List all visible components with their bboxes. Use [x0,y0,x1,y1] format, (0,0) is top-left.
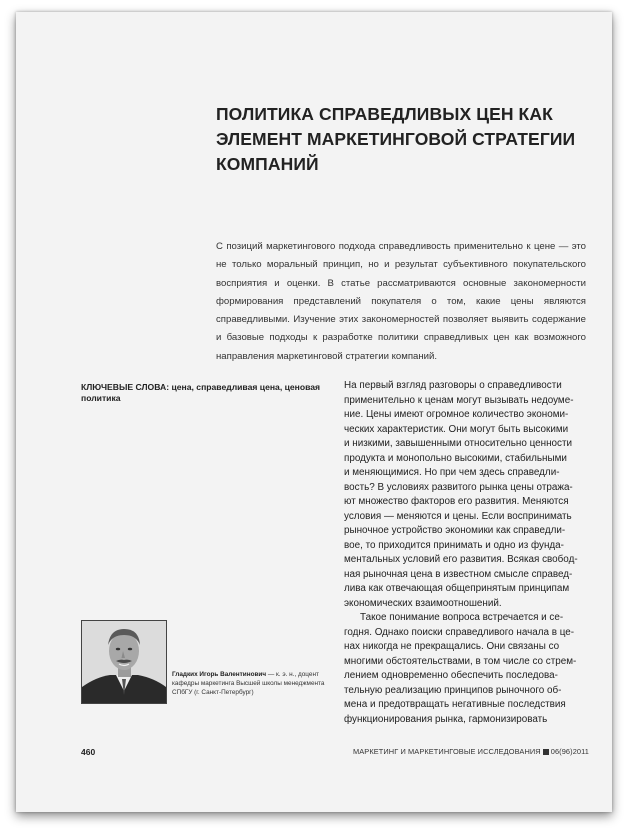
body-line: Такое понимание вопроса встречается и се- [360,612,564,623]
body-line: и низкими, завышенными относительно ценности [344,438,572,449]
body-line: условия — меняются и цены. Если воспринимать [344,510,572,522]
author-portrait-image [82,621,166,703]
body-line: На первый взгляд разговоры о справедливости [344,380,562,391]
journal-page [16,12,612,812]
body-line: лива как отвечающая общепринятым принципам [344,583,570,594]
body-line: тельную реализацию принципов рыночного об- [344,684,562,696]
square-bullet-icon [543,749,549,755]
body-line: нах никогда не прекращались. Они связаны со [344,641,560,652]
body-line: ная рыночная цена в известном смысле справед- [344,568,573,580]
body-line: продукта и монопольно высокими, стабильными [344,452,567,464]
body-line: годня. Однако поиски справедливого начала в це- [344,626,575,638]
keywords-label: КЛЮЧЕВЫЕ СЛОВА: [81,382,170,392]
page-number: 460 [81,747,96,757]
author-name: Гладких Игорь Валентинович [172,671,267,678]
body-line: вость? В условиях развитого рынка цены отража- [344,481,573,493]
title-line: ПОЛИТИКА СПРАВЕДЛИВЫХ ЦЕН КАК [216,104,553,124]
body-line: ческих характеристик. Они могут быть высокими [344,423,569,435]
running-footer [353,747,589,756]
author-photo [81,620,167,704]
body-line: вое, то приходится принимать и одно из фунда- [344,539,564,551]
body-line: ментальных условий его развития. Всякая свобод- [344,554,578,565]
body-line: лением одновременно обеспечить последова- [344,670,558,681]
body-line: функционирования рынка, гармонизировать [344,713,548,725]
body-line: экономических взаимоотношений. [344,597,502,609]
author-affiliation: — к. э. н., доцент кафедры маркетинга Высшей школы менеджмента СПбГУ (г. Санкт-Петербург) [172,671,325,696]
keywords-list: цена, справедливая цена, ценовая политика [81,382,321,403]
body-line: многими обстоятельствами, в том числе со стрем- [344,655,577,667]
title-line: КОМПАНИЙ [216,154,319,174]
journal-name: МАРКЕТИНГ И МАРКЕТИНГОВЫЕ ИССЛЕДОВАНИЯ [353,747,541,756]
article-title [216,102,596,177]
body-line: мена и предотвращать негативные последствия [344,699,566,710]
body-line: и меняющимися. Но при чем здесь справедли- [344,467,560,478]
article-body [344,379,588,727]
article-abstract: С позиций маркетингового подхода справедливость применительно к цене — это не только моральный принцип, но и результат субъективного покупательского восприятия и оценки. В статье рассматриваются основные закономерности формирования представлений покупателя о том, какие цены являются справедливыми. Изучение этих закономерностей позволяет выявить содержание и базовые подходы к разработке политики справедливых цен как возможного направления маркетинговой стратегии компаний. [216,241,586,362]
keywords [81,382,326,404]
body-line: ют множество факторов его развития. Меняются [344,496,569,507]
title-line: ЭЛЕМЕНТ МАРКЕТИНГОВОЙ СТРАТЕГИИ [216,129,576,149]
body-line: рыночное устройство экономики как справедли- [344,525,566,536]
body-line: ние. Цены имеют огромное количество экономи- [344,409,569,420]
author-info [172,670,332,697]
body-line: применительно к ценам могут вызывать недоуме- [344,394,574,406]
issue-number: 06(96)2011 [550,747,589,756]
